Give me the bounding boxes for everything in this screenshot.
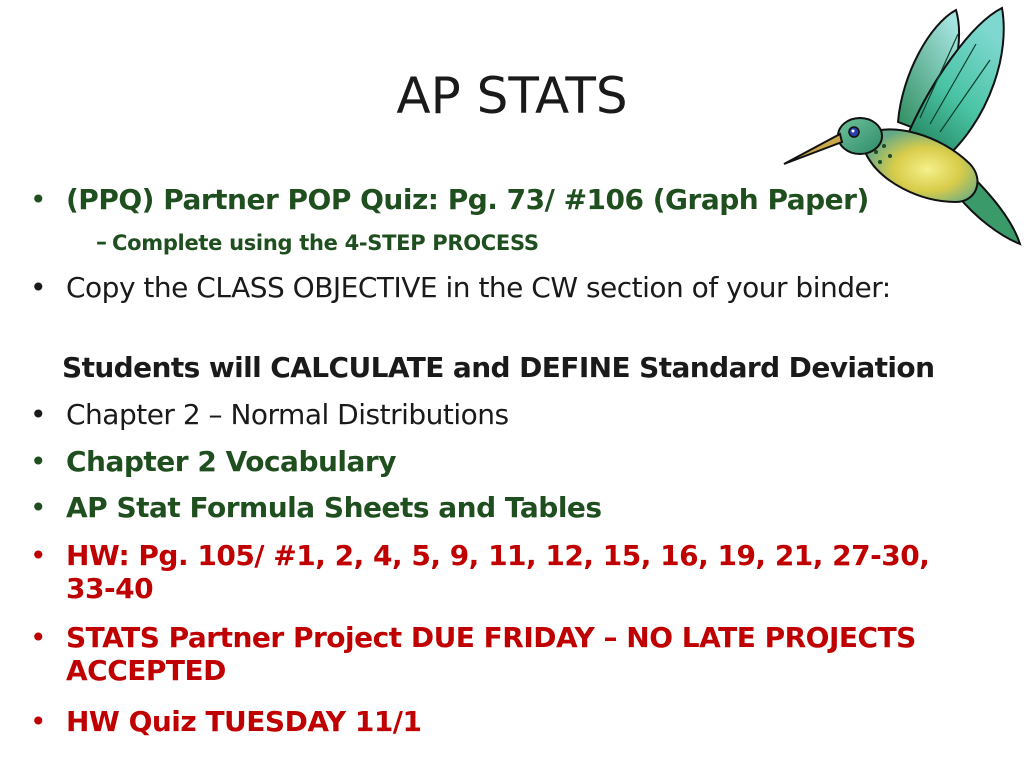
class-objective: Students will CALCULATE and DEFINE Standard Deviation bbox=[62, 351, 935, 384]
bullet-marker: • bbox=[30, 398, 47, 431]
hummingbird-icon bbox=[780, 4, 1024, 254]
bullet-text: STATS Partner Project DUE FRIDAY – NO LATE PROJECTS ACCEPTED bbox=[66, 621, 916, 687]
bullet-text: (PPQ) Partner POP Quiz: Pg. 73/ #106 (Graph Paper) bbox=[66, 183, 869, 216]
sub-bullet-text: Complete using the 4-STEP PROCESS bbox=[112, 231, 539, 255]
bullet-marker: • bbox=[30, 271, 47, 304]
bullet-text: HW: Pg. 105/ #1, 2, 4, 5, 9, 11, 12, 15, 16, 19, 21, 27-30, 33-40 bbox=[66, 539, 930, 605]
bullet-marker: • bbox=[30, 621, 47, 654]
bullet-text: AP Stat Formula Sheets and Tables bbox=[66, 491, 602, 524]
bullet-marker: • bbox=[30, 705, 47, 738]
slide-title: AP STATS bbox=[396, 67, 628, 125]
bullet-text: Chapter 2 Vocabulary bbox=[66, 445, 396, 478]
bullet-marker: • bbox=[30, 445, 47, 478]
bullet-marker: • bbox=[30, 539, 47, 572]
bullet-marker: • bbox=[30, 491, 47, 524]
sub-bullet-marker: – bbox=[96, 230, 107, 255]
bullet-text: Copy the CLASS OBJECTIVE in the CW section of your binder: bbox=[66, 271, 891, 304]
bullet-marker: • bbox=[30, 183, 47, 216]
bullet-text: HW Quiz TUESDAY 11/1 bbox=[66, 705, 422, 738]
bullet-text: Chapter 2 – Normal Distributions bbox=[66, 398, 509, 431]
